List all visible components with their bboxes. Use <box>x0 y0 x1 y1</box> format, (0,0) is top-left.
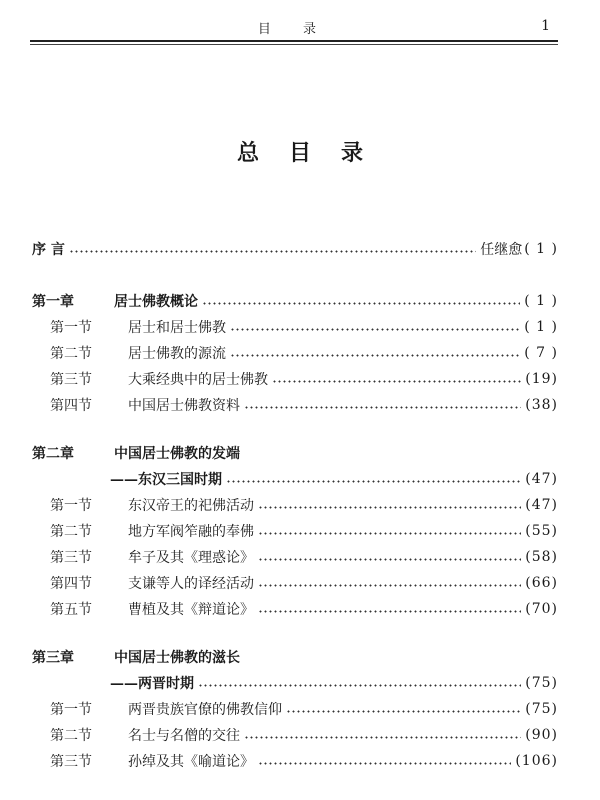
section-title: 大乘经典中的居士佛教 <box>128 372 268 388</box>
running-title: 目 录 <box>257 22 331 37</box>
section-title: 名士与名僧的交往 <box>128 728 240 744</box>
page-ref: ( 1 ) <box>524 241 558 257</box>
section-heading <box>32 343 226 363</box>
dot-leader <box>258 610 521 613</box>
dot-leader <box>202 302 520 305</box>
section-number: 第二节 <box>50 346 92 362</box>
section-number: 第四节 <box>50 576 92 592</box>
page-ref: (38) <box>525 397 558 413</box>
section-heading <box>32 573 254 593</box>
dot-leader <box>230 354 520 357</box>
section-heading <box>32 495 254 515</box>
section-heading <box>32 369 268 389</box>
preface-label: 序 言 <box>32 242 65 258</box>
toc-section[interactable] <box>32 546 558 568</box>
section-number: 第三节 <box>50 754 92 770</box>
section-heading <box>32 751 254 771</box>
section-heading <box>32 395 240 415</box>
toc-section[interactable] <box>32 698 558 720</box>
chapter-subtitle: ——东汉三国时期 <box>110 472 222 488</box>
section-title: 地方军阀笮融的奉佛 <box>128 524 254 540</box>
page-ref: (70) <box>525 601 558 617</box>
running-header <box>30 16 558 44</box>
toc-section[interactable] <box>32 598 558 620</box>
section-heading <box>32 317 226 337</box>
section-number: 第四节 <box>50 398 92 414</box>
section-heading <box>32 699 282 719</box>
section-title: 曹植及其《辩道论》 <box>128 602 254 618</box>
chapter-subtitle: ——两晋时期 <box>110 676 194 692</box>
preface-author: 任继愈 <box>480 242 523 258</box>
section-number: 第二节 <box>50 524 92 540</box>
dot-leader <box>244 406 521 409</box>
page-ref: (58) <box>525 549 558 565</box>
toc-chapter-2[interactable] <box>32 442 558 464</box>
toc-entry-preface[interactable] <box>32 238 558 260</box>
toc-section[interactable] <box>32 750 558 772</box>
section-number: 第五节 <box>50 602 92 618</box>
section-title: 中国居士佛教资料 <box>128 398 240 414</box>
dot-leader <box>258 506 521 509</box>
section-title: 居士佛教的源流 <box>128 346 226 362</box>
section-title: 居士和居士佛教 <box>128 320 226 336</box>
dot-leader <box>258 532 521 535</box>
chapter-number: 第三章 <box>32 650 74 666</box>
toc-section[interactable] <box>32 724 558 746</box>
chapter-heading <box>32 443 240 463</box>
section-number: 第一节 <box>50 320 92 336</box>
chapter-title: 中国居士佛教的滋长 <box>114 650 240 666</box>
page-ref: (75) <box>525 701 558 717</box>
section-heading <box>32 521 254 541</box>
section-title: 两晋贵族官僚的佛教信仰 <box>128 702 282 718</box>
section-number: 第一节 <box>50 498 92 514</box>
page-ref: (75) <box>525 675 558 691</box>
page-ref: (106) <box>515 753 558 769</box>
section-number: 第三节 <box>50 372 92 388</box>
header-rule <box>30 40 558 42</box>
dot-leader <box>226 480 521 483</box>
toc-section[interactable] <box>32 316 558 338</box>
toc-chapter-subtitle[interactable] <box>32 672 558 694</box>
chapter-heading <box>32 647 240 667</box>
section-title: 支谦等人的译经活动 <box>128 576 254 592</box>
chapter-title: 居士佛教概论 <box>114 294 198 310</box>
section-number: 第一节 <box>50 702 92 718</box>
page-number: 1 <box>541 18 550 34</box>
dot-leader <box>230 328 520 331</box>
chapter-title: 中国居士佛教的发端 <box>114 446 240 462</box>
dot-leader <box>258 558 521 561</box>
toc-section[interactable] <box>32 494 558 516</box>
dot-leader <box>258 762 511 765</box>
chapter-heading <box>32 291 198 311</box>
page-ref: (47) <box>525 497 558 513</box>
dot-leader <box>258 584 521 587</box>
page-title: 总目录 <box>236 140 393 166</box>
page-ref: ( 1 ) <box>524 293 558 309</box>
section-number: 第三节 <box>50 550 92 566</box>
page-ref: (90) <box>525 727 558 743</box>
page-ref: (47) <box>525 471 558 487</box>
page-ref: (66) <box>525 575 558 591</box>
toc-section[interactable] <box>32 572 558 594</box>
section-title: 牟子及其《理惑论》 <box>128 550 254 566</box>
dot-leader <box>244 736 521 739</box>
dot-leader <box>272 380 521 383</box>
section-heading <box>32 725 240 745</box>
page-ref: (19) <box>525 371 558 387</box>
section-number: 第二节 <box>50 728 92 744</box>
page-ref: ( 1 ) <box>524 319 558 335</box>
dot-leader <box>198 684 521 687</box>
toc-section[interactable] <box>32 368 558 390</box>
page-ref: (55) <box>525 523 558 539</box>
toc-section[interactable] <box>32 342 558 364</box>
toc-section[interactable] <box>32 520 558 542</box>
dot-leader <box>286 710 521 713</box>
toc-chapter-3[interactable] <box>32 646 558 668</box>
chapter-number: 第一章 <box>32 294 74 310</box>
section-heading <box>32 547 254 567</box>
dot-leader <box>69 250 476 253</box>
toc-chapter-1[interactable] <box>32 290 558 312</box>
toc-chapter-subtitle[interactable] <box>32 468 558 490</box>
toc-section[interactable] <box>32 394 558 416</box>
section-title: 孙绰及其《喻道论》 <box>128 754 254 770</box>
chapter-number: 第二章 <box>32 446 74 462</box>
section-heading <box>32 599 254 619</box>
section-title: 东汉帝王的祀佛活动 <box>128 498 254 514</box>
page-ref: ( 7 ) <box>524 345 558 361</box>
